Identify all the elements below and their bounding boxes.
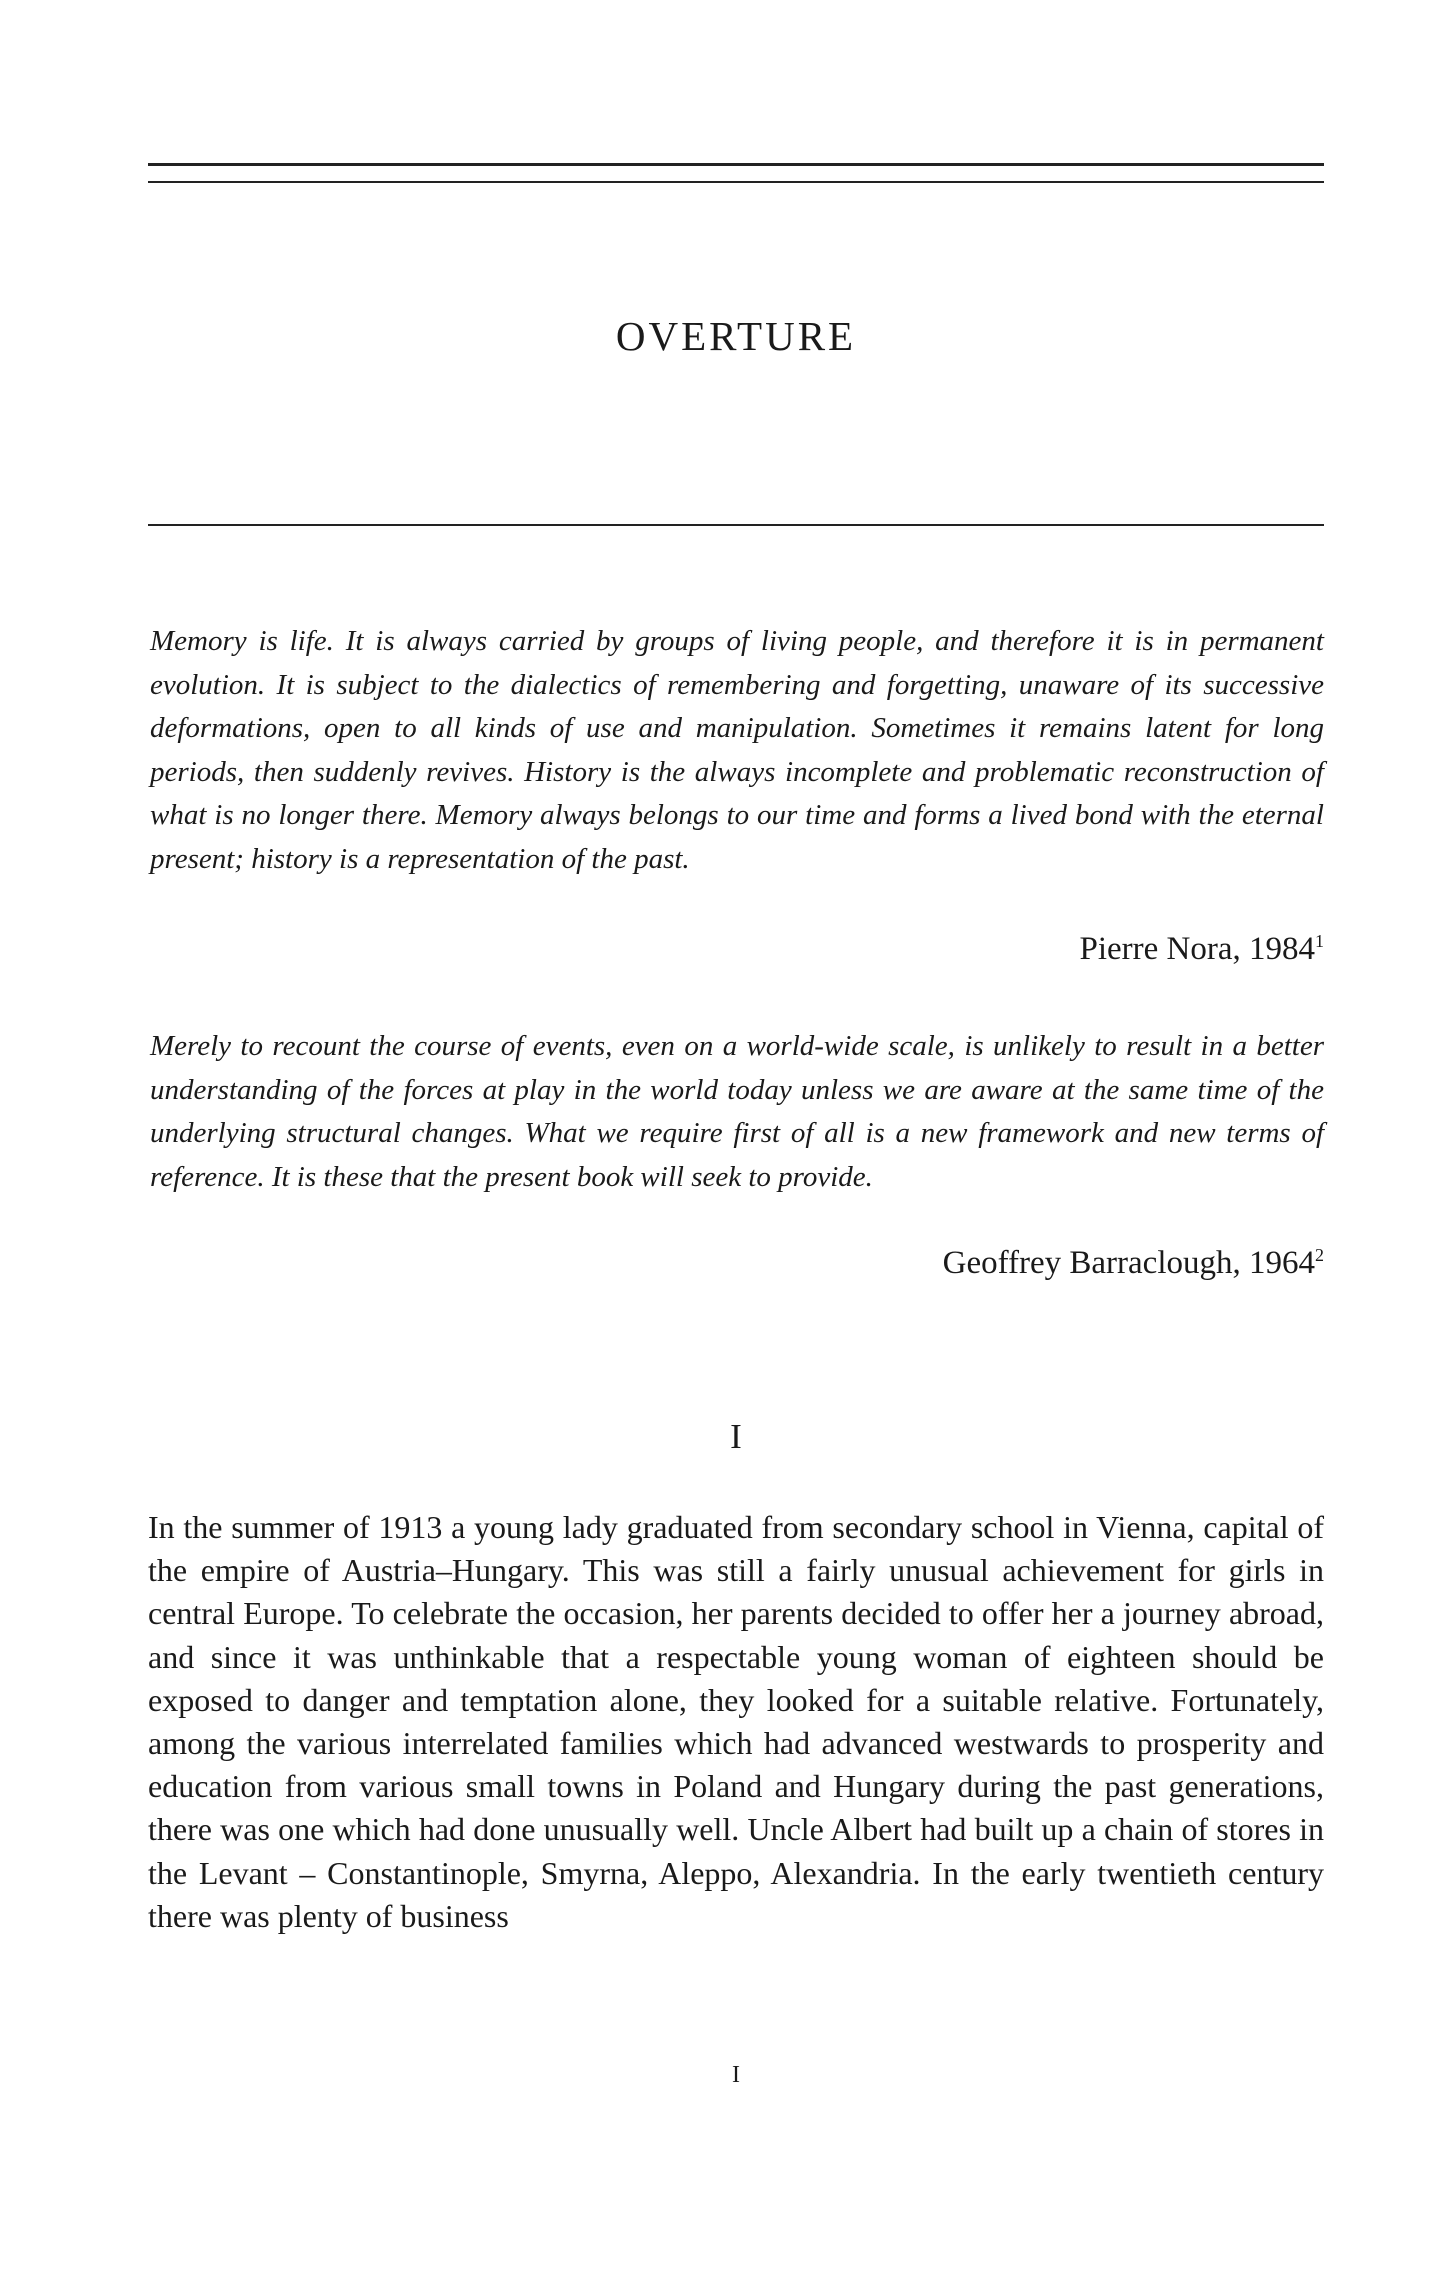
page-number: I xyxy=(732,2062,740,2088)
epigraph-attribution xyxy=(1079,928,1324,971)
chapter-title: OVERTURE xyxy=(615,313,857,359)
top-rule-thick xyxy=(148,163,1324,166)
attribution-author: Geoffrey Barraclough, 1964 xyxy=(942,1245,1315,1281)
title-bottom-rule xyxy=(148,524,1324,526)
epigraph-attribution xyxy=(943,1242,1324,1285)
section-number: I xyxy=(730,1417,742,1456)
footnote-marker: 1 xyxy=(1315,931,1324,951)
top-rule-thin xyxy=(148,181,1324,183)
attribution-author: Pierre Nora, 1984 xyxy=(1079,931,1315,967)
footnote-marker: 2 xyxy=(1315,1245,1324,1265)
epigraph-quote: Memory is life. It is always carried by groups of living people, and therefore it is in permanent evolution. It is subject to the dialectics of remembering and forgetting, unaware of its successive deformations, open to all kinds of use and manipulation. Sometimes it remains latent for long periods, then suddenly revives. History is the always incomplete and problematic reconstruction of what is no longer there. Memory always belongs to our time and forms a lived bond with the eternal present; history is a representation of the past. xyxy=(150,625,1324,875)
body-paragraph: In the summer of 1913 a young lady graduated from secondary school in Vienna, capital of the empire of Austria–Hungary. This was still a fairly unusual achievement for girls in central Europe. To celebrate the occasion, her parents decided to offer her a journey abroad, and since it was unthinkable that a respectable young woman of eighteen should be exposed to danger and temptation alone, they looked for a suitable relative. Fortunately, among the various interrelated families which had advanced westwards to prosperity and education from various small towns in Poland and Hungary during the past generations, there was one which had done unusually well. Uncle Albert had built up a chain of stores in the Levant – Constantinople, Smyrna, Aleppo, Alexandria. In the early twentieth century there was plenty of business xyxy=(148,1509,1324,1934)
epigraph-quote: Merely to recount the course of events, even on a world-wide scale, is unlikely to result in a better understanding of the forces at play in the world today unless we are aware at the same time of the underlying structural changes. What we require first of all is a new framework and new terms of reference. It is these that the present book will seek to provide. xyxy=(150,1030,1324,1193)
